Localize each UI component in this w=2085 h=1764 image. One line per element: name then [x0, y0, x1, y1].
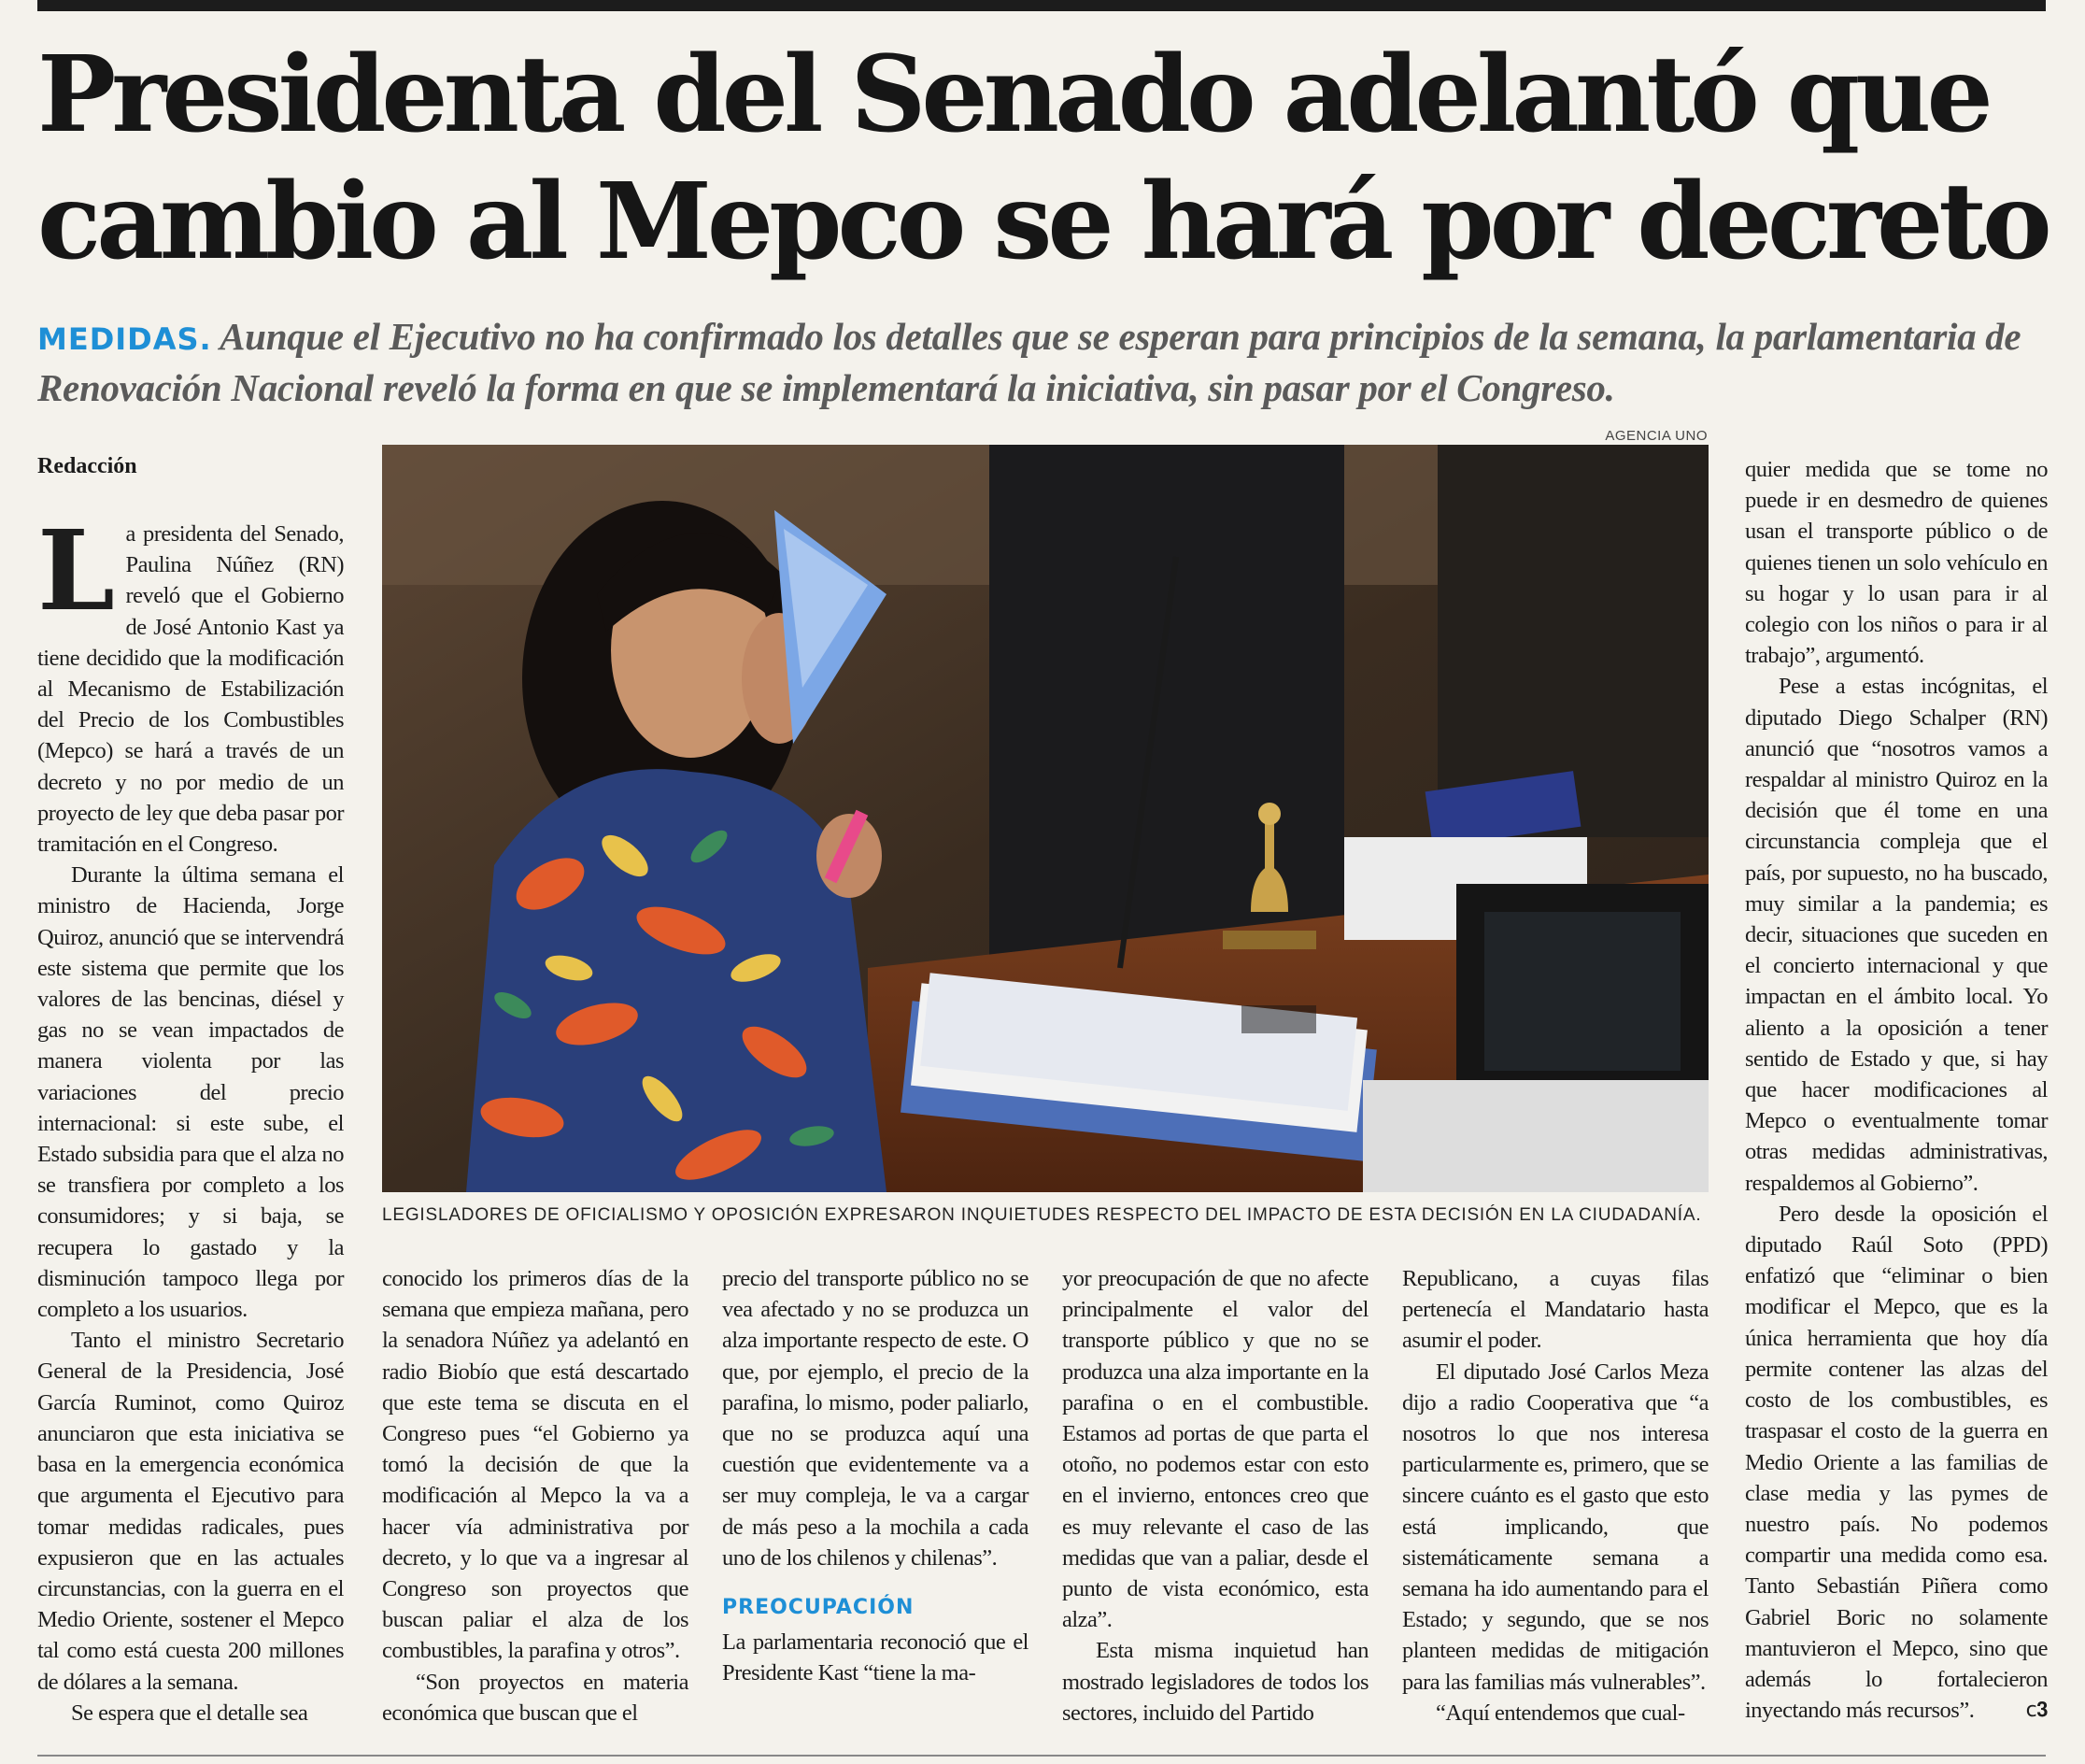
- paragraph: La parlamentaria reconoció que el Presidente Kast “tiene la ma-: [722, 1629, 1028, 1686]
- paragraph: Republicano, a cuyas filas pertenecía el Mandatario hasta asumir el poder.: [1402, 1266, 1709, 1354]
- top-rule: [37, 0, 2046, 11]
- photo-illustration: [382, 445, 1709, 1192]
- paragraph: La presidenta del Senado, Paulina Núñez (RN) reveló que el Gobierno de José Antonio Kast ya tiene decidido que la modificación al Mecanismo de Estabilización del Precio de los Combustibles (Mepco) se hará a través de un decreto y no por medio de un proyecto de ley que deba pasar por tramitación en el Congreso.: [37, 505, 344, 858]
- paragraph: Pero desde la oposición el diputado Raúl Soto (PPD) enfatizó que “eliminar o bien modificar el Mepco, que es la única herramienta que hoy día permite contener las alzas del costo de los combustibles, es traspasar el costo de la guerra en Medio Oriente a las familias de clase media y las pymes de nuestro país. No podemos compartir una medida como esa. Tanto Sebastián Piñera como Gabriel Boric no solamente mantuvieron el Mepco, sino que además lo fortalecieron inyectando más recursos”. ᴄ𝟑: [1745, 1199, 2048, 1726]
- column-4: [1062, 1263, 1369, 1728]
- column-5: [1402, 1263, 1709, 1728]
- article-photo: [382, 445, 1709, 1192]
- subhead-preocupacion: PREOCUPACIÓN: [722, 1596, 915, 1620]
- headline-line-2: cambio al Mepco se hará por decreto: [37, 161, 2048, 283]
- paragraph: El diputado José Carlos Meza dijo a radio Cooperativa que “a nosotros lo que nos interesa particularmente es, primero, que se sincere cuánto es el gasto que esto está implicando, que sistemáticamente semana a semana ha ido aumentando para el Estado; y segundo, que se nos planteen medidas de mitigación para las familias más vulnerables”.: [1402, 1359, 1709, 1695]
- deck: [37, 312, 2055, 412]
- paragraph: precio del transporte público no se vea afectado y no se produzca un alza importante respecto de este. O que, por ejemplo, el precio de la parafina, lo mismo, poder paliarlo, que no se produzca aquí una cuestión que evidentemente va a ser muy compleja, le va a cargar de más peso a la mochila a cada uno de los chilenos y chilenas”.: [722, 1266, 1028, 1571]
- photo-credit: AGENCIA UNO: [1605, 428, 1708, 444]
- paragraph: yor preocupación de que no afecte principalmente el valor del transporte público y que no se produzca una alza importante en la parafina o en el combustible. Estamos ad portas de que parta el otoño, no podemos estar con esto en el invierno, entonces creo que es muy relevante el caso de las medidas que van a paliar, desde el punto de vista económico, esta alza”.: [1062, 1266, 1369, 1633]
- paragraph: Esta misma inquietud han mostrado legisladores de todos los sectores, incluido del Partido: [1062, 1638, 1369, 1726]
- paragraph: “Aquí entendemos que cual-: [1436, 1700, 1685, 1726]
- end-mark-icon: ᴄ𝟑: [2025, 1699, 2048, 1723]
- paragraph: Durante la última semana el ministro de Hacienda, Jorge Quiroz, anunció que se intervendrá este sistema que permite que los valores de las bencinas, diésel y gas no se vean impactados de manera violenta por las variaciones del precio internacional: si este sube, el Estado subsidia para que el alza no se transfiera por completo a los consumidores; y si baja, se recupera lo gastado y la disminución tampoco llega por completo a los usuarios.: [37, 862, 344, 1323]
- drop-cap: L: [37, 505, 115, 635]
- column-1: [37, 505, 344, 1728]
- byline: Redacción: [37, 454, 137, 478]
- paragraph: Pese a estas incógnitas, el diputado Diego Schalper (RN) anunció que “nosotros vamos a respaldar al ministro Quiroz en la decisión que él tome en una circunstancia compleja que el país, por supuesto, no ha buscado, muy similar a la pandemia; es decir, situaciones que suceden en el concierto internacional y que impactan en el ámbito local. Yo aliento a la oposición a tener sentido de Estado y que, si hay que hacer modificaciones al Mepco o eventualmente tomar otras medidas administrativas, respaldemos al Gobierno”.: [1745, 674, 2048, 1196]
- column-3: [722, 1263, 1028, 1689]
- deck-kicker: MEDIDAS.: [37, 321, 212, 357]
- deck-text: Aunque el Ejecutivo no ha confirmado los detalles que se esperan para principios de la semana, la parlamentaria de Renovación Nacional reveló la forma en que se implementará la iniciativa, sin pasar por el Congreso.: [37, 315, 2021, 409]
- bottom-rule: [37, 1755, 2046, 1757]
- headline-line-1: Presidenta del Senado adelantó que: [37, 34, 1989, 156]
- column-6: [1745, 454, 2048, 1726]
- paragraph: Se espera que el detalle sea: [71, 1700, 308, 1726]
- paragraph: “Son proyectos en materia económica que buscan que el: [382, 1669, 688, 1726]
- paragraph: quier medida que se tome no puede ir en desmedro de quienes usan el transporte público o de quienes tienen un solo vehículo en su hogar y lo usan para ir al colegio con los niños o para ir al trabajo”, argumentó.: [1745, 457, 2048, 669]
- photo-caption: LEGISLADORES DE OFICIALISMO Y OPOSICIÓN EXPRESARON INQUIETUDES RESPECTO DEL IMPACTO DE ESTA DECISIÓN EN LA CIUDADANÍA.: [382, 1205, 1702, 1225]
- paragraph: conocido los primeros días de la semana que empieza mañana, pero la senadora Núñez ya adelantó en radio Biobío que está descartado que este tema se discuta en el Congreso pues “el Gobierno ya tomó la decisión de que la modificación al Mepco la va a hacer vía administrativa por decreto, y lo que va a ingresar al Congreso son proyectos que buscan paliar el alza de los combustibles, la parafina y otros”.: [382, 1266, 688, 1664]
- column-2: [382, 1263, 688, 1728]
- paragraph: Tanto el ministro Secretario General de la Presidencia, José García Ruminot, como Quiroz anunciaron que esta iniciativa se basa en la emergencia económica que argumenta el Ejecutivo para tomar medidas radicales, pues expusieron que en las actuales circunstancias, con la guerra en el Medio Oriente, sostener el Mepco tal como está cuesta 200 millones de dólares a la semana.: [37, 1328, 344, 1695]
- headline: [37, 32, 2055, 286]
